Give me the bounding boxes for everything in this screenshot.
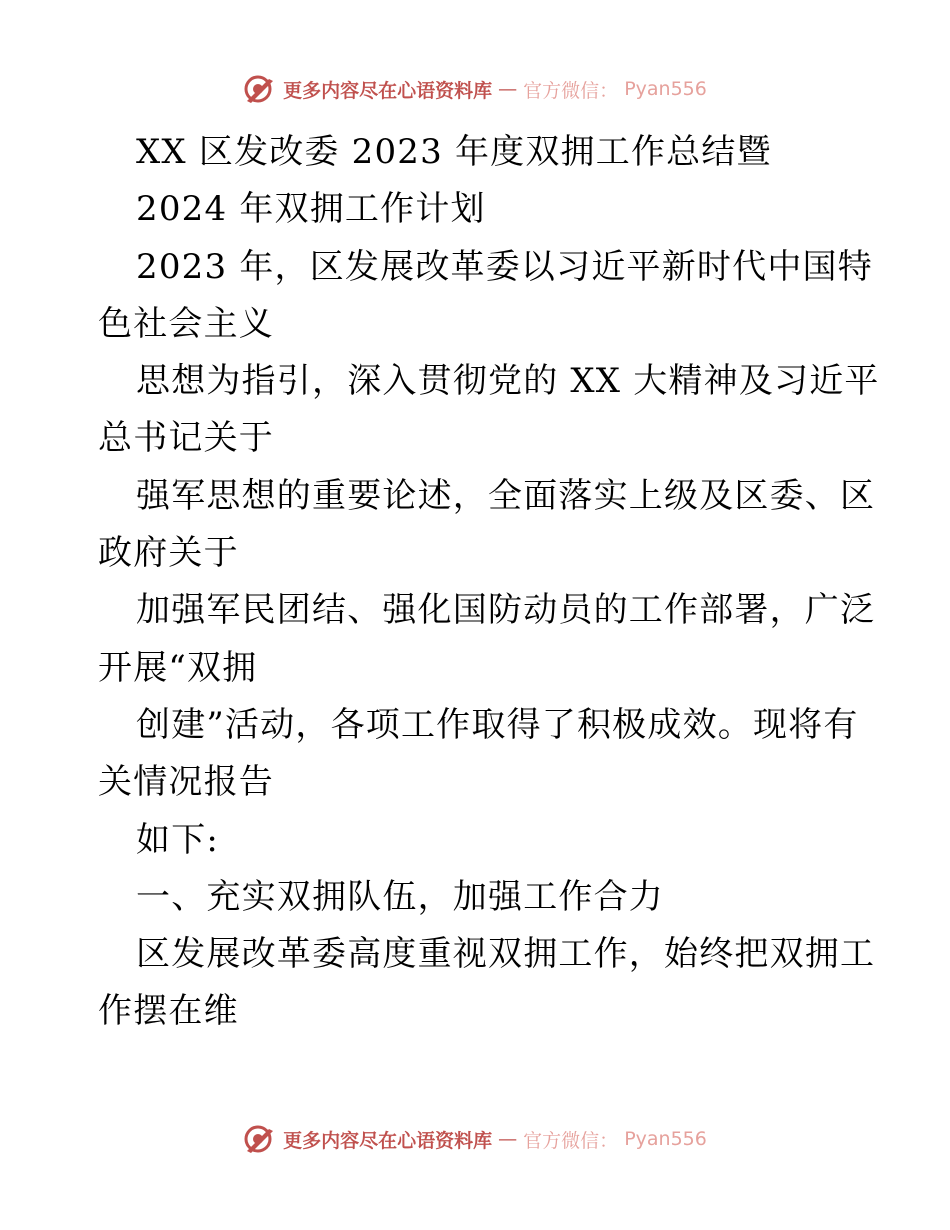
document-line: 作摆在维 — [98, 991, 239, 1032]
document-line: XX 区发改委 2023 年度双拥工作总结暨 — [136, 132, 772, 172]
document-line: 如下: — [136, 819, 220, 860]
watermark-main-text: 更多内容尽在心语资料库 — [283, 1129, 493, 1152]
document-line: 区发展改革委高度重视双拥工作，始终把双拥工 — [136, 934, 876, 975]
document-line: 色社会主义 — [98, 303, 274, 344]
document-line: 思想为指引，深入贯彻党的 XX 大精神及习近平 — [136, 361, 880, 402]
watermark-main-text: 更多内容尽在心语资料库 — [283, 79, 493, 102]
document-line: 2023 年，区发展改革委以习近平新时代中国特 — [136, 246, 873, 287]
document-line: 关情况报告 — [98, 762, 274, 803]
watermark-wechat-id: Pyan556 — [624, 1128, 707, 1150]
watermark-separator: — — [498, 1128, 518, 1150]
document-line: 创建”活动，各项工作取得了积极成效。现将有 — [136, 704, 859, 745]
watermark-wechat-label: 官方微信： — [523, 79, 619, 102]
document-line: 加强军民团结、强化国防动员的工作部署，广泛 — [136, 590, 876, 631]
document-line: 一、充实双拥队伍，加强工作合力 — [136, 876, 664, 917]
watermark-footer — [0, 1124, 950, 1154]
document-line: 总书记关于 — [98, 418, 274, 459]
document-line: 强军思想的重要论述，全面落实上级及区委、区 — [136, 475, 876, 516]
watermark-wechat-label: 官方微信： — [523, 1129, 619, 1152]
document-line: 2024 年双拥工作计划 — [136, 189, 486, 230]
document-line: 开展“双拥 — [98, 647, 258, 688]
pen-logo-icon — [243, 1124, 277, 1154]
watermark-wechat-id: Pyan556 — [624, 78, 707, 100]
pen-logo-icon — [243, 74, 277, 104]
watermark-header — [0, 74, 950, 104]
document-body — [98, 124, 880, 1041]
document-line: 政府关于 — [98, 533, 239, 574]
watermark-separator: — — [498, 78, 518, 100]
